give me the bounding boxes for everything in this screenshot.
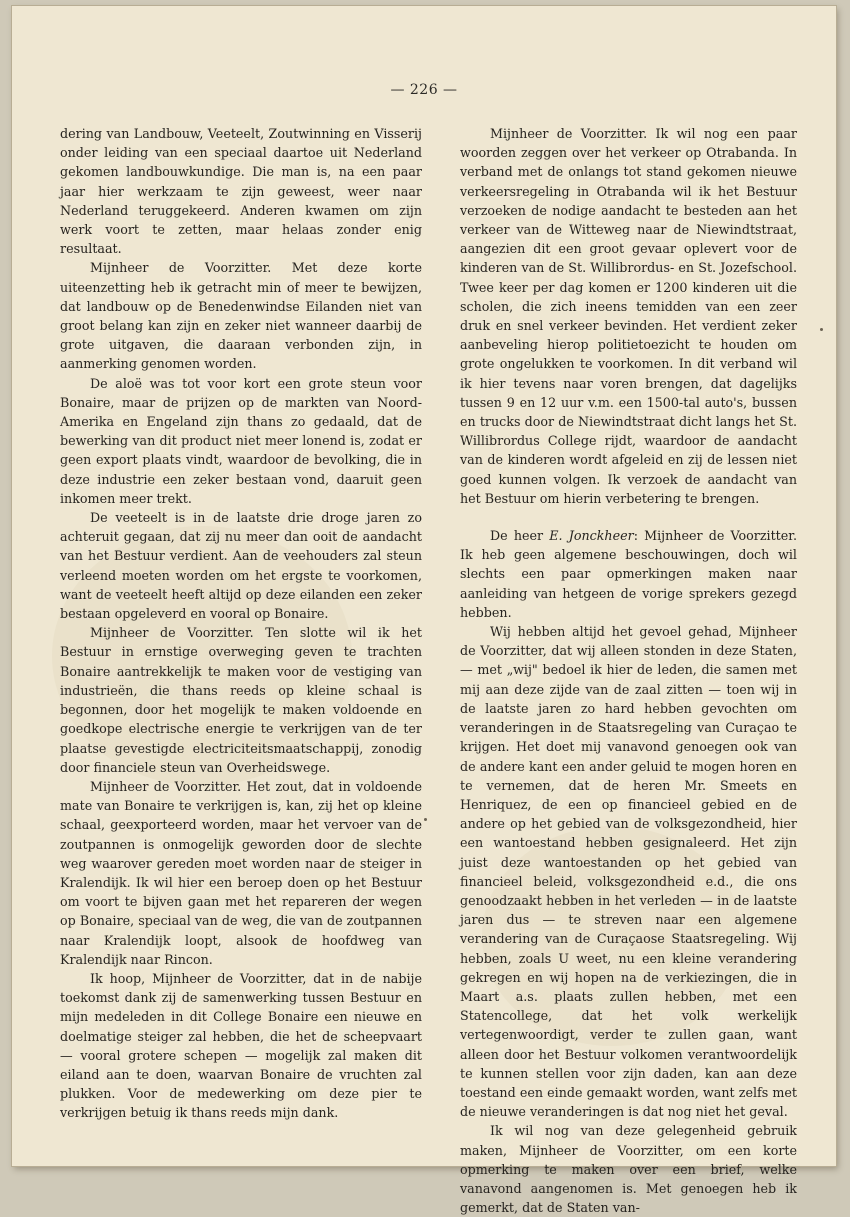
- paragraph: Mijnheer de Voorzitter. Met deze korte uiteenzetting heb ik getracht min of meer te bewijzen, dat landbouw op de Benedenwindse Eilanden niet van groot belang kan zijn en zeker niet wanneer daarbij de grote uitgaven, die daaraan verbonden zijn, in aanmerking genomen worden.: [60, 260, 422, 372]
- margin-mark: [424, 818, 427, 821]
- margin-mark: [820, 328, 823, 331]
- paragraph: De veeteelt is in de laatste drie droge jaren zo achteruit gegaan, dat zij nu meer dan ooit de aandacht van het Bestuur verdient. Aan de veehouders zal steun verleend moeten worden om het ergste te voorkomen, want de veeteelt heeft altijd op deze eilanden een zeker bestaan opgeleverd en vooral op Bonaire.: [60, 510, 422, 622]
- speaker-paragraph: [460, 526, 797, 622]
- paragraph: Mijnheer de Voorzitter. Het zout, dat in voldoende mate van Bonaire te verkrijgen is, kan, zij het op kleine schaal, geexporteerd worden, maar het vervoer van de zoutpannen is onmogelijk geworden door de slechte weg waarover gereden moet worden naar de steiger in Kralendijk. Ik wil hier een beroep doen op het Bestuur om voort te bijven gaan met het repareren der wegen op Bonaire, speciaal van de weg, die van de zoutpannen naar Kralendijk loopt, alsook de hoofdweg van Kralendijk naar Rincon.: [60, 778, 422, 967]
- paragraph: Mijnheer de Voorzitter. Ik wil nog een paar woorden zeggen over het verkeer op Otrabanda. In verband met de onlangs tot stand gekomen nieuwe verkeersregeling in Otrabanda wil ik het Bestuur verzoeken de nodige aandacht te besteden aan het verkeer van de Witteweg naar de Niewindtstraat, aangezien dit een groot gevaar oplevert voor de kinderen van de St. Willibrordus- en St. Jozefschool. Twee keer per dag komen er 1200 kinderen uit die scholen, die zich ineens temidden van een zeer druk en snel verkeer bevinden. Het verdient zeker aanbeveling hierop politietoezicht te houden om grote ongelukken te voorkomen. In dit verband wil ik hier tevens naar voren brengen, dat dagelijks tussen 9 en 12 uur v.m. een 1500-tal auto's, bussen en trucks door de Niewindtstraat dicht langs het St. Willibrordus College rijdt, waardoor de aandacht van de kinderen wordt afgeleid en zij de lessen niet goed kunnen volgen. Ik verzoek de aandacht van het Bestuur om hierin verbetering te brengen.: [460, 126, 797, 506]
- speaker-prefix: De heer: [490, 528, 550, 544]
- paragraph: Ik hoop, Mijnheer de Voorzitter, dat in de nabije toekomst dank zij de samenwerking tussen Bestuur en mijn medeleden in dit College Bonaire een nieuwe en doelmatige steiger zal hebben, die het de scheepvaart — vooral grotere schepen — mogelijk zal maken dit eiland aan te doen, waarvan Bonaire de vruchten zal plukken. Voor de medewerking om deze pier te verkrijgen betuig ik thans reeds mijn dank.: [60, 970, 422, 1121]
- paragraph: Mijnheer de Voorzitter. Ten slotte wil ik het Bestuur in ernstige overweging geven te trachten Bonaire aantrekkelijk te maken voor de vestiging van industrieën, die thans reeds op kleine schaal is begonnen, door het mogelijk te maken voldoende en goedkope electrische energie te verkrijgen van de ter plaatse gevestigde electriciteitsmaatschappij, zonodig door financiele steun van Overheidswege.: [60, 625, 422, 775]
- paragraph: dering van Landbouw, Veeteelt, Zoutwinning en Visserij onder leiding van een speciaal daartoe uit Nederland gekomen landbouwkundige. Die man is, na een paar jaar hier werkzaam te zijn geweest, weer naar Nederland teruggekeerd. Anderen kwamen om zijn werk voort te zetten, maar helaas zonder enig resultaat.: [60, 126, 422, 257]
- page-number: — 226 —: [390, 82, 458, 98]
- left-column: [60, 124, 422, 1123]
- speaker-name: E. Jonckheer: [549, 528, 634, 544]
- document-page: [12, 6, 836, 1216]
- paragraph: Wij hebben altijd het gevoel gehad, Mijnheer de Voorzitter, dat wij alleen stonden in deze Staten, — met „wij" bedoel ik hier de leden, die samen met mij aan deze zijde van de zaal zitten — toen wij in de laatste jaren zo hard hebben gevochten om veranderingen in de Staatsregeling van Curaçao te krijgen. Het doet mij vanavond genoegen ook van de andere kant een ander geluid te mogen horen en te vernemen, dat de heren Mr. Smeets en Henriquez, de een op financieel gebied en de andere op het gebied van de volksgezondheid, hier een wantoestand hebben gesignaleerd. Het zijn juist deze wantoestanden op het gebied van financieel beleid, volksgezondheid e.d., die ons genoodzaakt hebben in het verleden — in de laatste jaren dus — te streven naar een algemene verandering van de Curaçaose Staatsregeling. Wij hebben, zoals U weet, nu een kleine verandering gekregen en wij hopen na de verkiezingen, die in Maart a.s. plaats zullen hebben, met een Statencollege, dat het volk werkelijk vertegenwoordigt, verder te zullen gaan, want alleen door het Bestuur volkomen verantwoordelijk te kunnen stellen voor zijn daden, kan aan deze toestand een einde gemaakt worden, want zelfs met de nieuwe veranderingen is dat nog niet het geval.: [460, 624, 797, 1120]
- paragraph: Ik wil nog van deze gelegenheid gebruik maken, Mijnheer de Voorzitter, om een korte opmerking te maken over een brief, welke vanavond aangenomen is. Met genoegen heb ik gemerkt, dat de Staten van-: [460, 1123, 797, 1216]
- paragraph: De aloë was tot voor kort een grote steun voor Bonaire, maar de prijzen op de markten van Noord-Amerika en Engeland zijn thans zo gedaald, dat de bewerking van dit product niet meer lonend is, zodat er geen export plaats vindt, waardoor de bevolking, die in deze industrie een zeker bestaan vond, daaruit geen inkomen meer trekt.: [60, 375, 422, 506]
- right-column: [460, 124, 797, 1217]
- speaker-text: : Mijnheer de Voorzitter. Ik heb geen algemene beschouwingen, doch wil slechts een paar opmerkingen maken naar aanleiding van hetgeen de vorige sprekers gezegd hebben.: [460, 528, 797, 620]
